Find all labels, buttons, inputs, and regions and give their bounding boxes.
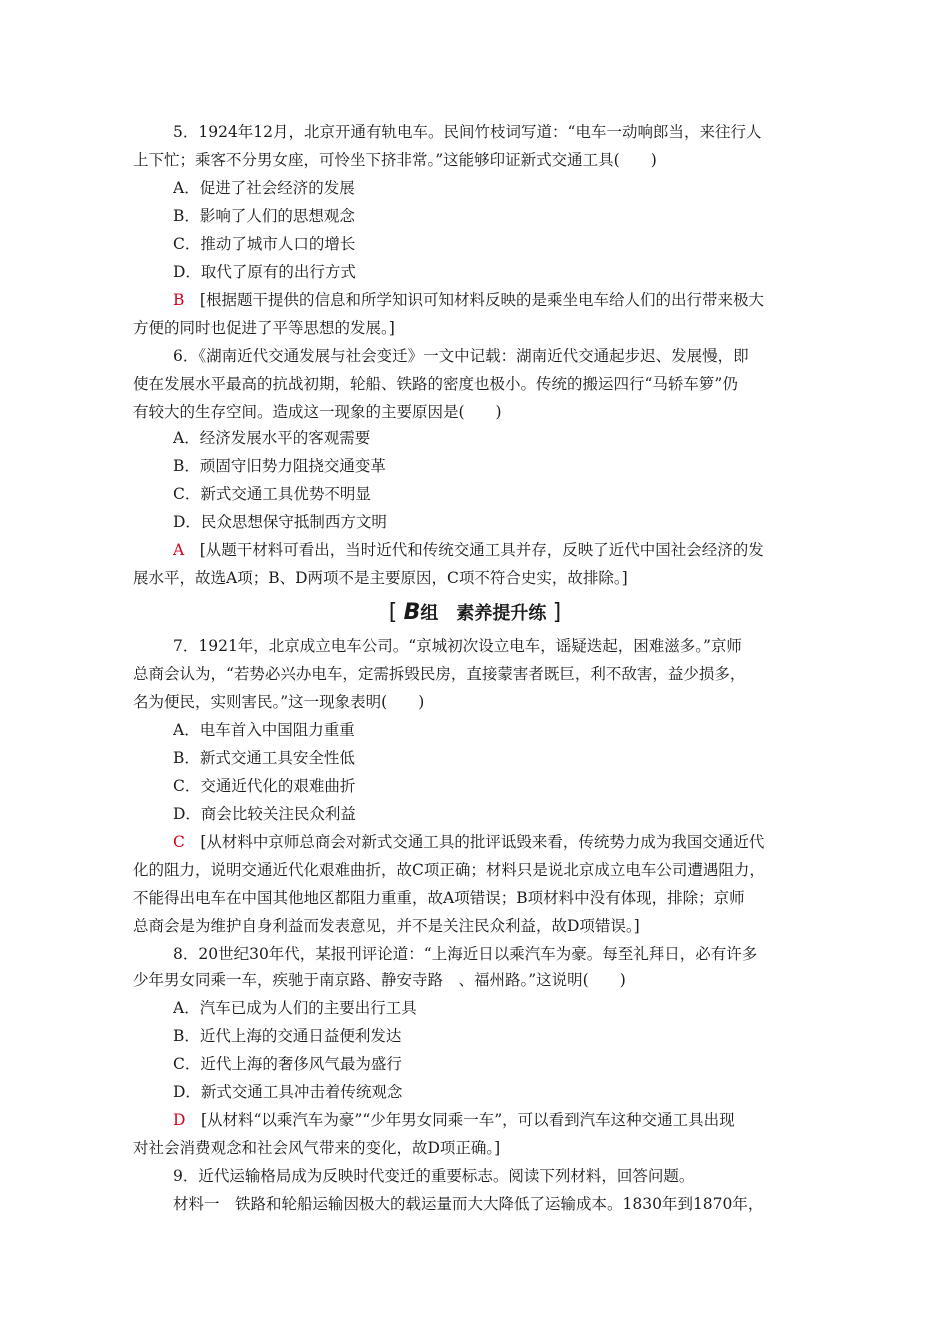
q8-option-d: D．新式交通工具冲击着传统观念	[173, 1083, 403, 1101]
q6-option-d: D．民众思想保守抵制西方文明	[173, 513, 387, 531]
q7-explanation-line-2: 化的阻力，说明交通近代化艰难曲折，故C项正确；材料只是说北京成立电车公司遭遇阻力，	[133, 861, 765, 879]
q7-stem-line-1: 7．1921年，北京成立电车公司。“京城初次设立电车，谣疑迭起，困难滋多。”京师	[173, 637, 742, 655]
q6-explanation-line-2: 展水平，故选A项；B、D两项不是主要原因，C项不符合史实，故排除。]	[133, 569, 628, 587]
q9-material-one: 材料一 铁路和轮船运输因极大的载运量而大大降低了运输成本。1830年到1870年，	[173, 1195, 764, 1213]
section-heading	[0, 598, 950, 629]
q5-option-d: D．取代了原有的出行方式	[173, 263, 356, 281]
q7-stem-line-2: 总商会认为，“若势必兴办电车，定需拆毁民房，直接蒙害者既巨，利不敌害，益少损多，	[133, 665, 746, 683]
q5-answer: B	[173, 291, 185, 309]
q9-stem-line-1: 9．近代运输格局成为反映时代变迁的重要标志。阅读下列材料，回答问题。	[173, 1167, 695, 1185]
q8-explanation-line-1: D [从材料“以乘汽车为豪”“少年男女同乘一车”，可以看到汽车这种交通工具出现	[173, 1111, 735, 1129]
heading-label: 组 素养提升练	[420, 603, 547, 624]
heading-group-letter: B	[403, 600, 421, 625]
q5-explanation-line-1: B [根据题干提供的信息和所学知识可知材料反映的是乘坐电车给人们的出行带来极大	[173, 291, 764, 309]
q7-stem-line-3: 名为便民，实则害民。”这一现象表明( )	[133, 693, 425, 711]
q6-stem-line-3: 有较大的生存空间。造成这一现象的主要原因是( )	[133, 403, 502, 421]
q5-explanation-line-2: 方便的同时也促进了平等思想的发展。]	[133, 319, 395, 337]
q7-option-b: B．新式交通工具安全性低	[173, 749, 355, 767]
q5-option-a: A．促进了社会经济的发展	[173, 179, 355, 197]
q8-stem-line-1: 8．20世纪30年代，某报刊评论道：“上海近日以乘汽车为豪。每至礼拜日，必有许多	[173, 945, 758, 963]
q7-answer: C	[173, 833, 185, 851]
q8-answer: D	[173, 1111, 186, 1129]
q5-stem-line-1: 5．1924年12月，北京开通有轨电车。民间竹枝词写道：“电车一动响郎当，来往行人	[173, 123, 762, 141]
q8-option-a: A．汽车已成为人们的主要出行工具	[173, 999, 417, 1017]
q6-stem-line-2: 使在发展水平最高的抗战初期，轮船、铁路的密度也极小。传统的搬运四行“马轿车箩”仍	[133, 375, 738, 393]
q5-option-b: B．影响了人们的思想观念	[173, 207, 355, 225]
q5-option-c: C．推动了城市人口的增长	[173, 235, 356, 253]
heading-close-bracket: ]	[552, 600, 562, 625]
q8-option-b: B．近代上海的交通日益便利发达	[173, 1027, 402, 1045]
q6-answer: A	[173, 541, 185, 559]
q5-stem-line-2: 上下忙；乘客不分男女座，可怜坐下挤非常。”这能够印证新式交通工具( )	[133, 151, 657, 169]
q7-option-c: C．交通近代化的艰难曲折	[173, 777, 356, 795]
q8-explanation-line-2: 对社会消费观念和社会风气带来的变化，故D项正确。]	[133, 1139, 501, 1157]
q7-option-d: D．商会比较关注民众利益	[173, 805, 356, 823]
q8-option-c: C．近代上海的奢侈风气最为盛行	[173, 1055, 402, 1073]
q7-explanation-line-3: 不能得出电车在中国其他地区都阻力重重，故A项错误；B项材料中没有体现，排除；京师	[133, 889, 745, 907]
q6-option-a: A．经济发展水平的客观需要	[173, 429, 371, 447]
q7-explanation-line-1: C [从材料中京师总商会对新式交通工具的批评诋毁来看，传统势力成为我国交通近代	[173, 833, 765, 851]
q8-stem-line-2: 少年男女同乘一车，疾驰于南京路、静安寺路 、福州路。”这说明( )	[133, 971, 626, 989]
q7-explanation-line-4: 总商会是为维护自身利益而发表意见，并不是关注民众利益，故D项错误。]	[133, 917, 640, 935]
q6-stem-line-1: 6．《湖南近代交通发展与社会变迁》一文中记载：湖南近代交通起步迟、发展慢，即	[173, 347, 749, 365]
q6-option-b: B．顽固守旧势力阻挠交通变革	[173, 457, 386, 475]
q6-explanation-line-1: A [从题干材料可看出，当时近代和传统交通工具并存，反映了近代中国社会经济的发	[173, 541, 764, 559]
heading-open-bracket: [	[388, 600, 398, 625]
q7-option-a: A．电车首入中国阻力重重	[173, 721, 355, 739]
q6-option-c: C．新式交通工具优势不明显	[173, 485, 371, 503]
